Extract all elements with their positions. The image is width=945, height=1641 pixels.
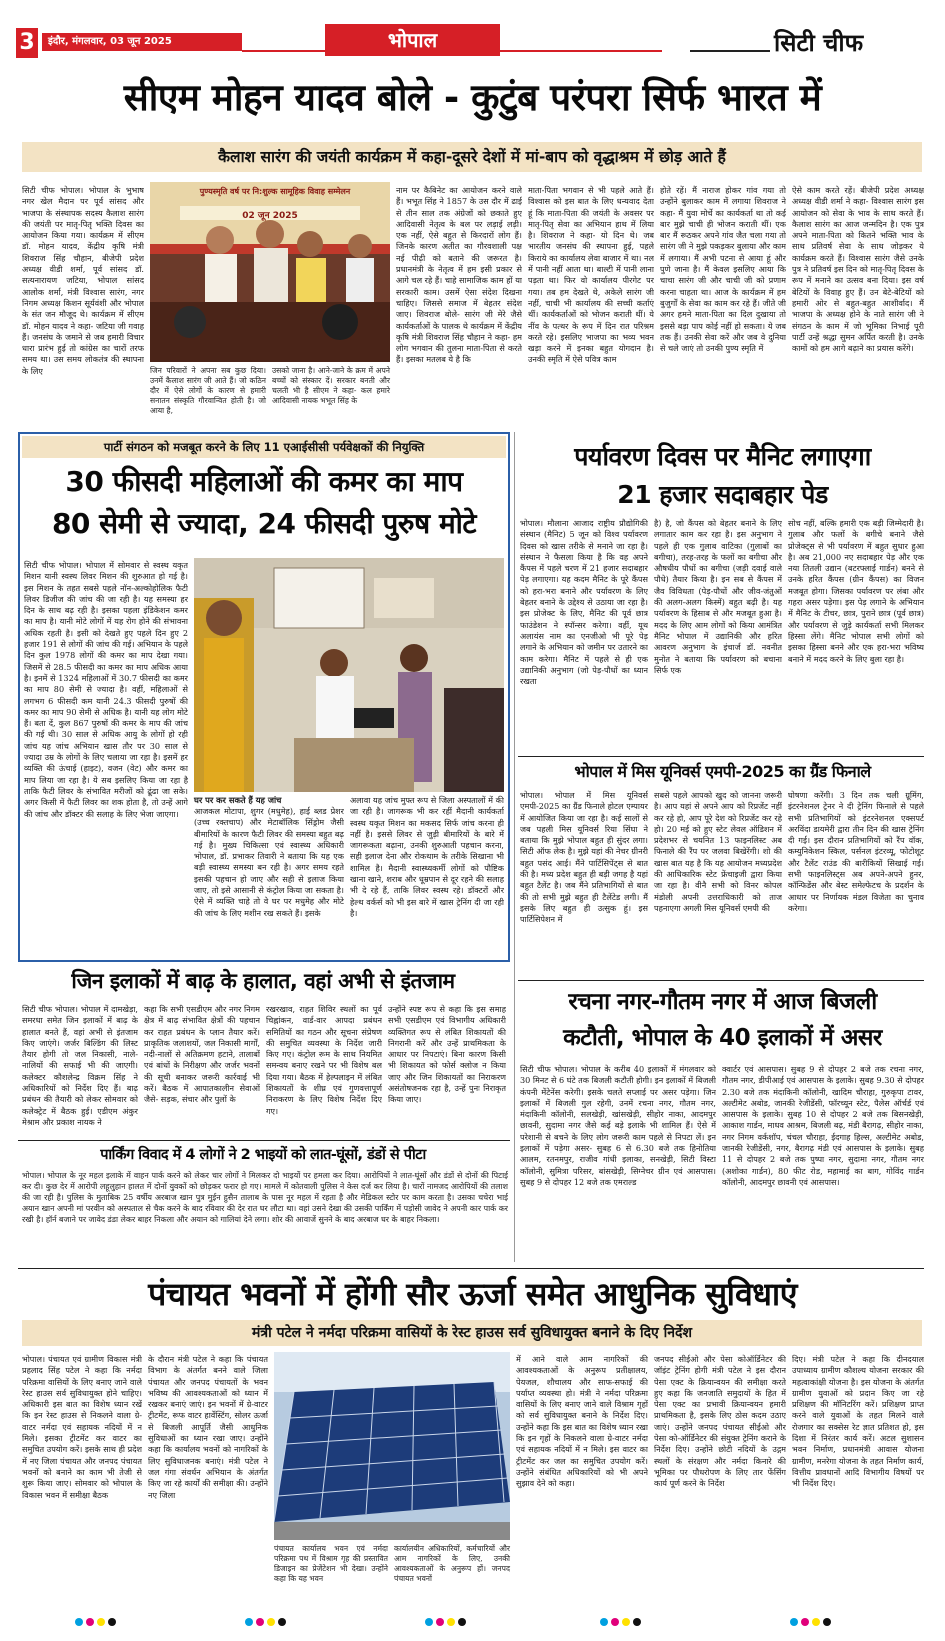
lead-col-6: ऐसे काम करते रहें। बीजेपी प्रदेश अध्यक्ष अध्यक्ष वीडी शर्मा ने कहा- विश्वास सारंग इस आयोजन को सेवा के भाव के साथ करते हैं। कैलाश सारंग का आज जन्मदिन है। एक पुत्र अपने माता-पिता को कितने भक्ति भाव के साथ प्रतिवर्ष सेवा के साथ जोड़कर ये कार्यक्रम करते हैं। विश्वास सारंग जैसे उनके पुत्र ने प्रतिवर्ष इस दिन को मातृ-पितृ दिवस के रूप में मनाने का उत्सव बना दिया। इस वर्ष बेटियों के विवाह हुए हैं। उन बेटे-बेटियों को हमारी ओर से बहुत-बहुत आशीर्वाद। मैं भाजपा के अध्यक्ष होने के नाते सारंग जी ने संगठन के काम में जो भूमिका निभाई पूरी पार्टी उन्हें श्रद्धा सुमन अर्पित करती है। उनके कामों को हम आगे बढ़ाने का प्रयास करेंगे। — [792, 185, 924, 354]
divider — [518, 756, 924, 757]
lead-col-3: नाम पर कैबिनेट का आयोजन करने वाले हैं। भभूत सिंह ने 1857 के उस दौर में ढाई से तीन साल तक अंग्रेजों को छकाते हुए आदिवासी नेतृत्व के बल पर लड़ाई लड़ी। एक नहीं, ऐसे बहुत से किरदारों लोग हैं। जिनके कारण अतीत का गौरवशाली पक्ष नई पीढ़ी को बताने की जरूरत है। प्रधानमंत्री के नेतृत्व में हम इसी प्रकार से आगे चल रहे हैं। चाहे सामाजिक काम हों या सरकारी काम। उसमें ऐसा संदेश दिखना चाहिए। जिससे समाज में बेहतर संदेश जाए। शिवराज बोले- सारंग जी मेरे जैसे कार्यकर्ताओं के पालक थे कार्यक्रम में केंद्रीय कृषि मंत्री शिवराज सिंह चौहान ने कहा- हम लोग भगवान की तुलना माता-पिता से करते हैं। इसका मतलब ये है कि — [396, 185, 522, 365]
environment-headline-1: पर्यावरण दिवस पर मैनिट लगाएगा — [574, 442, 871, 471]
solar-col-3: में आने वाले आम नागरिकों की आवश्यकताओं के अनुरूप प्रतीक्षालय, पेयजल, शौचालय और साफ-सफाई की पर्याप्त व्यवस्था हो। मंत्री ने नर्मदा परिक्रमा वासियों के लिए बनाए जाने वाले विश्राम गृहों को सर्व सुविधायुक्त बनाने के निर्देश दिए। उन्होंने कहा कि इस बात का विशेष ध्यान रखा कि इन गृहों के निकलने वाला ग्रे-वाटर नर्मदा एवं सहायक नदियों में न मिले। इस वाटर का ट्रीटमेंट कर जल का समुचित उपयोग करें। उन्होंने संबंधित अधिकारियों को भी अपने सुझाव देने को कहा। — [516, 1354, 648, 1489]
flood-headline: जिन इलाकों में बाढ़ के हालात, वहां अभी से इंतजाम — [71, 969, 455, 993]
solar-headline: पंचायत भवनों में होंगी सौर ऊर्जा समेत आधुनिक सुविधाएं — [148, 1275, 797, 1313]
flood-col-4: उन्होंने स्पष्ट रूप से कहा कि इस समाह सभी एसडीएम एवं विभागीय अधिकारी व्यक्तिगत रूप से लंबित शिकायतों की निगरानी करें और उन्हें प्राथमिकता के आधार पर निपटाएं। बिना कारण किसी भी शिकायत को फोर्स क्लोज न किया जाए और जिन शिकायतों का निराकरण असंतोषजनक रहा है, उन्हें पुनः निराकृत किया जाए। — [388, 1004, 506, 1105]
miss-up-col-3: घोषणा करेंगी। 3 दिन तक चली ग्रूमिंग, इंटरनेशनल ट्रेनर ने दी ट्रेनिंग फिनाले से पहले सभी प्रतिभागियों को इंटरनेशनल एक्सपर्ट अरविंदा डायमेरी द्वारा तीन दिन की खास ट्रेनिंग दी गई। इस दौरान प्रतिभागियों को रैंप वॉक, कम्युनिकेशन स्किल, पर्सनल इंटरव्यू, फोटोशूट और टैलेंट राउंड की बारीकियों सिखाई गई। सभी फाइनलिस्ट्स अब अपने-अपने हुनर, कॉन्फिडेंस और बेस्ट समेल्फेटच के प्रदर्शन के आधार पर निर्णायक मंडल विजेता का चुनाव करेगा। — [788, 790, 924, 913]
environment-headline-2: 21 हजार सदाबहार पेड — [617, 480, 828, 509]
solar-subhead: मंत्री पटेल ने नर्मदा परिक्रमा वासियों के रेस्ट हाउस सर्व सुविधायुक्त बनाने के दिए निर्देश — [252, 1325, 692, 1341]
power-headline-2: कटौती, भोपाल के 40 इलाकों में असर — [563, 1025, 882, 1051]
flood-col-3: रखरखाव, राहत शिविर स्थलों का पूर्व चिह्नांकन, वार्ड-वार आपदा प्रबंधन समितियों का गठन और सूचना संप्रेषण की समुचित व्यवस्था के निर्देश जारी किए गए। कंट्रोल रूम के साथ नियमित समन्वय बनाए रखने पर भी विशेष बल दिया गया। बैठक में हेल्पलाइन में लंबित शिकायतों के शीघ्र एवं गुणवत्तापूर्ण निराकरण के लिए विशेष निर्देश दिए गए। — [266, 1004, 382, 1116]
lead-photo-caption-2: उसको जाना है। आने-जाने के क्रम में अपने बच्चों को संस्कार दें। सरकार बनती और चलती भी है सीएम ने कहा- कल हमारे आदिवासी नायक भभूत सिंह के — [272, 366, 390, 405]
solar-panel-photo — [274, 1352, 510, 1540]
obesity-kicker: पार्टी संगठन को मजबूत करने के लिए 11 एआईसीसी पर्यवेक्षकों की नियुक्ति — [103, 440, 425, 454]
obesity-photo — [194, 558, 504, 792]
health-camp-photo — [194, 558, 504, 792]
brand-name: सिटी चीफ — [774, 29, 864, 57]
parking-body: भोपाल। भोपाल के नूर महल इलाके में वाहन पार्क करने को लेकर चार लोगों ने मिलकर दो भाइयों पर हमला कर दिया। आरोपियों ने लात-घूंसों और डंडों से दोनों की पिटाई कर दी। कुछ देर में आरोपी लहूलुहान हालत में दोनों युवकों को छोड़कर फरार हो गए। मामले में कोतवाली पुलिस ने केस दर्ज कर लिया है। चारों नामजद आरोपियों की तलाश की जा रही है। पुलिस के मुताबिक 25 वर्षीय अरबाज खान पुत्र मुईन हुसैन तालाब के पास नूर महल में रहता है और मेडिकल स्टोर पर काम करता है। उसका चचेरा भाई अयान खान अपनी मां परवीन को अस्पताल से चैक करने के बाद रविवार की देर रात घर लौटा था। वहां उसने देखा की उसकी पार्किंग में पड़ोसी जावेद ने अपनी कार पार्क कर रखी है। हॉर्न बजाने पर जावेद डंडा लेकर बाहर निकला और अयान को गालियां देने लगा। शोर की आवाजें सुनने के बाद अरबाज घर के बाहर निकला। — [22, 1171, 508, 1224]
registration-marks — [425, 1618, 466, 1626]
divider — [518, 980, 924, 981]
registration-marks — [75, 1618, 116, 1626]
environment-col-1: भोपाल। मौलाना आजाद राष्ट्रीय प्रौद्योगिकी संस्थान (मैनिट) 5 जून को विश्व पर्यावरण दिवस को खास तरीके से मनाने जा रहा है। संस्थान ने फैसला किया है कि वह अपने कैंपस में पहले चरण में 21 हजार सदाबहार पेड़ लगाएगा। यह कदम मैनिट के पूरे कैंपस को हरा-भरा बनाने और पर्यावरण के लिए बेहतर बनाने के उद्देश्य से उठाया जा रहा है। इस प्रोजेक्ट के लिए, मैनिट की पूर्व छात्र फाउंडेशन ने स्पॉन्सर करेगा। वहीं, यूथ अलायंस नाम का एनजीओ भी पूरे पेड़ लगाने के अभियान को जमीन पर उतारने का काम करेगा। मैनिट में पहले से ही एक उद्यानिकी अनुभाग (जो पेड़-पौधों का ध्यान रखता — [520, 518, 648, 687]
lead-photo-caption: जिन परिवारों ने अपना सब कुछ दिया। उनमें कैलाश सारंग जी आते हैं। जो कठिन दौर में ऐसे लोगों के कारण से हमारी सनातन संस्कृति गौरवान्वित होती है। जो आया है, — [150, 366, 266, 415]
solar-col-4: जनपद सीईओ और पेसा कोऑर्डिनेटर की जॉइंट ट्रेनिंग होगी मंत्री पटेल ने इस दौरान पेसा एक्ट के क्रियान्वयन की समीक्षा करते हुए कहा कि जनजाति समुदायों के हित में पेसा एक्ट का प्रभावी क्रियान्वयन हमारी प्राथमिकता है, इसके लिए ठोस कदम उठाए जाएं। उन्होंने जनपद पंचायत सीईओ और पेसा को-ऑर्डिनेटर की संयुक्त ट्रेनिंग कराने के निर्देश दिए। उन्होंने छोटी नदियों के उद्गम स्थलों के संरक्षण और नर्मदा किनारे की भूमिका पर पौधरोपण के लिए तार फेंसिंग कार्य पूर्ण करने के निर्देश — [654, 1354, 786, 1489]
registration-marks — [245, 1618, 286, 1626]
brand-line — [690, 50, 770, 52]
obesity-headline-1: 30 फीसदी महिलाओं की कमर का माप — [65, 465, 463, 498]
power-col-1: सिटी चीफ भोपाल। भोपाल के करीब 40 इलाकों में मंगलवार को 30 मिनट से 6 घंटे तक बिजली कटौती होगी। इन इलाकों में बिजली कंपनी मेंटेनेंस करेगी। इसके चलते सप्लाई पर असर पड़ेगा। जिन इलाकों में बिजली गुल रहेगी, उनमें रचना नगर, गौतम नगर, मंदाकिनी कॉलोनी, सलखेड़ी, खांसखेड़ी, सीहोर नाका, आदमपुर छावनी, सुदामा नगर जैसे कई बड़े इलाके भी शामिल हैं। ऐसे में परेशानी से बचने के लिए लोग जरूरी काम पहले से निपटा लें। इन इलाकों में पड़ेगा असर- सुबह 6 से 6.30 बजे तक हिनोतिया आलम, रतनमपुर, राजीव गांधी इलाका, सनखेड़ी, सिटी विस्टा कॉलोनी, सुमित्रा परिसर, बांसखेड़ी, सिग्नेचर ग्रीन एवं आसपास। सुबह 9 से दोपहर 12 बजे तक एमराल्ड — [520, 1064, 716, 1187]
power-col-2: क्वार्टर एवं आसपास। सुबह 9 से दोपहर 2 बजे तक रचना नगर, गौतम नगर, डीपीआई एवं आसपास के इलाके। सुबह 9.30 से दोपहर 2.30 बजे तक मंदाकिनी कॉलोनी, खादिम चौराहा, गुरुकृपा टावर, अल्टीमेट अबोड, जानकी रेजीडेंसी, फॉरच्यून स्टेट, पैलेस ऑर्चर्ड एवं आसपास के इलाके। सुबह 10 से दोपहर 2 बजे तक बिसनखेड़ी, आकाश गार्डन, माधव आश्रम, बिजली बढ़, मंडी बैरागढ़, सीहोर नाका, नगर निगम वर्कशॉप, चंचल चौराहा, ईदगाह हिल्स, अल्टीमेट अबोड, जानकी रेजीडेंसी, नगर, बैरागढ़ मंडी एवं आसपास के इलाके। सुबह 11 से दोपहर 2 बजे तक पुष्पा नगर, सुदामा नगर, गौतम नगर (अशोका गार्डन), 80 फीट रोड, महामाई का बाग, गोविंद गार्डन कॉलोनी, आदमपुर छावनी एवं आसपास। — [722, 1064, 924, 1187]
lead-photo — [150, 182, 390, 362]
registration-marks — [600, 1618, 641, 1626]
obesity-col-2: आजकल मोटापा, शुगर (मधुमेह), हाई ब्लड प्रेशर (उच्च रक्तचाप) और मेटाबॉलिक सिंड्रोम जैसी बीमारियों के कारण फैटी लिवर की समस्या बहुत बढ़ गई है। मुख्य चिकित्सा एवं स्वास्थ्य अधिकारी भोपाल, डॉ. प्रभाकर तिवारी ने बताया कि यह एक बड़ी स्वास्थ्य समस्या बन रही है। अगर समय रहते इसकी पहचान हो जाए और सही से इलाज किया जाए, तो इसे आसानी से कंट्रोल किया जा सकता है। ऐसे में व्यक्ति चाहे तो वे घर पर मधुमेह और मोटे की जांच के लिए मशीन रख सकते हैं। इसके — [194, 806, 344, 918]
lead-col-5: होते रहें। मैं नाराज होकर गांव गया तो उन्होंने बुलाकर काम में लगाया शिवराज ने कहा- मैं युवा मोर्चे का कार्यकर्ता था तो कई बार मुझे चाची ही भोजन कराती थीं। एक बार मैं रूठकर अपने गांव जैत चला गया तो सारंग जी ने मुझे पकड़कर बुलाया और काम में लगाया। मैं अभी पटना से आया हूं और पुणे जाना है। मैं केवल इसलिए आया कि चाचा सारंग जी और चाची जी को प्रणाम करना चाहता था। आज के कार्यक्रम में हम बुजुर्गों के सेवा का काम कर रहे हैं। जीते जी अगर हमने माता-पिता का दिल दुखाया तो इससे बड़ा पाप कोई नहीं हो सकता। ये जब तक हैं। उनकी सेवा करें और जब वे दुनिया से चले जाएं तो उनकी पुण्य स्मृति में — [660, 185, 786, 354]
obesity-col-3: अलावा यह जांच मुफ्त रूप से जिला अस्पतालों में की जा रही है। जागरूक भी कर रहीं मैदानी कार्यकर्ता स्वस्थ यकृत मिशन का मकसद सिर्फ जांच करना ही नहीं है। इससे लिवर से जुड़ी बीमारियों के बारे में जागरूकता बढ़ाना, उनकी शुरुआती पहचान करना, सही इलाज देना और रोकथाम के तरीके सिखाना भी शामिल है। मैदानी स्वास्थ्यकर्मी लोगों को पौष्टिक खाना खाने, शराब और धूम्रपान से दूर रहने की सलाह भी दे रहे हैं, ताकि लिवर स्वस्थ रहे। डॉक्टरों और हेल्थ वर्कर्स को भी इस बारे में खास ट्रेनिंग दी जा रही है। — [350, 795, 504, 918]
solar-photo — [274, 1352, 510, 1540]
section-tab: भोपाल — [325, 24, 500, 56]
divider — [514, 432, 515, 1262]
page-number: 3 — [16, 28, 38, 58]
solar-col-1: भोपाल। पंचायत एवं ग्रामीण विकास मंत्री प्रहलाद सिंह पटेल ने कहा कि नर्मदा परिक्रमा वासियों के लिए बनाए जाने वाले रेस्ट हाउस सर्व सुविधायुक्त होने चाहिए। अधिकारी इस बात का विशेष ध्यान रखें कि इन रेस्ट हाउस से निकलने वाला ग्रे-वाटर नर्मदा एवं सहायक नदियों में न मिले। इसका ट्रीटमेंट कर वाटर का समुचित उपयोग करें। इसके साथ ही प्रदेश में नए जिला पंचायत और जनपद पंचायत भवनों को बनाने का काम भी तेजी से शुरू किया जाए। सोमवार को भोपाल के विकास भवन में समीक्षा बैठक — [22, 1354, 142, 1500]
miss-up-col-2: सबसे पहले आपको खुद को जानना जरूरी है। आप यहां से अपने आप को रिप्रजेंट नहीं कर रहे हो, आप पूरे देश को रिप्रजेंट कर रहे हो। 20 मई को हुए स्टेट लेवल ऑडिशन में प्रदेशभर से चयनित 13 फाइनलिस्ट अब फिनाले की रैंप पर जलवा बिखेरेंगी। शो की खास बात यह है कि यह आयोजन मध्यप्रदेश की आधिकारिक स्टेट फ्रेंचाइजी द्वारा किया जा रहा है। वीनै सभी को विनर कोपल मंडोली अपनी उत्तराधिकारी को ताज पहनाएगा अगली मिस यूनिवर्स एमपी की — [654, 790, 782, 913]
lead-subhead: कैलाश सारंग की जयंती कार्यक्रम में कहा-दूसरे देशों में मां-बाप को वृद्धाश्रम में छोड़ आते हैं — [218, 148, 726, 166]
lead-col-4: माता-पिता भगवान से भी पहले आते हैं। विश्वास को इस बात के लिए धन्यवाद देता हूं कि माता-पिता की जयंती के अवसर पर मातृ-पितृ सेवा का अभियान हाथ में लिया है। शिवराज ने कहा- यो दिन थे। जब भारतीय जनसंघ की स्थापना हुई, पहले किराये का कार्यालय लेवा बाजार में था। नल में पानी नहीं आता था। बाल्टी में पानी लाना पड़ता था। फिर वो कार्यालय पीरगेट पर गया। तब हम देखते थे, अकेले सारंग जी नहीं, चाची भी कार्यालय की सच्ची कर्ताएं थीं। कार्यकर्ताओं को भोजन कराती थीं। ये नींव के पत्थर के रूप में दिन रात परिश्रम करते रहे। इसलिए भाजपा का भव्य भवन खड़ा करने में इनका बहुत योगदान है। उनकी स्मृति में ऐसे पवित्र काम — [528, 185, 654, 365]
solar-photo-caption-2: कार्यालयीन अधिकारियों, कर्मचारियों और आम नागरिकों के लिए, उनकी आवश्यकताओं के अनुरूप हों। जनपद पंचायत भवनों — [394, 1544, 510, 1583]
lead-headline: सीएम मोहन यादव बोले - कुटुंब परंपरा सिर्फ भारत में — [123, 76, 822, 119]
divider — [18, 1140, 510, 1141]
lead-col-1: सिटी चीफ भोपाल। भोपाल के भुभाष नगर खेल मैदान पर पूर्व सांसद और भाजपा के संस्थापक सदस्य कैलाश सारंग की जयंती पर मातृ-पितृ भक्ति दिवस का आयोजन किया गया। कार्यक्रम में सीएम डॉ. मोहन यादव, केंद्रीय कृषि मंत्री शिवराज सिंह चौहान, बीजेपी प्रदेश अध्यक्ष वीडी शर्मा, पूर्व सांसद डॉ. सत्यनारायण जटिया, भोपाल सांसद आलोक शर्मा, मंत्री विश्वास सारंग, नगर निगम अध्यक्ष किशन सूर्यवंशी और भोपाल के संत जन मौजूद थे। कार्यक्रम में सीएम डॉ. मोहन यादव ने कहा- जटिया जी गवाह हैं। जनसंघ के जमाने से जब हमारी विचार धारा प्रारंभ हुई तो कांग्रेस का चारों तरफ समय था। उस समय लोकतंत्र की स्थापना के लिए — [22, 185, 144, 376]
power-headline-1: रचना नगर-गौतम नगर में आज बिजली — [568, 989, 877, 1015]
environment-col-3: सोच नहीं, बल्कि हमारी एक बड़ी जिम्मेदारी है। गुलाब और फलों के बगीचे बनाने जैसे प्रोजेक्ट्स से भी पर्यावरण में बहुत सुधार हुआ है। अब 21,000 नए सदाबहार पेड़ और एक नया तितली उद्यान (बटरफ्लाई गार्डन) बनने से उनके हरित कैंपस (ग्रीन कैंपस) का विजन मजबूत होगा। जिसका पर्यावरण पर लंबा और गहरा असर पड़ेगा। इस पेड़ लगाने के अभियान में मैनिट के टीचर, छात्र, पुराने छात्र (पूर्व छात्र) और पर्यावरण से जुड़े कार्यकर्ता सभी मिलकर हिस्सा लेंगे। मैनिट भोपाल सभी लोगों को इसका हिस्सा बनने और एक हरा-भरा भविष्य बनाने में मदद करने के लिए बुला रहा है। — [788, 518, 924, 664]
obesity-col-2-head: घर पर कर सकते हैं यह जांच — [194, 795, 282, 805]
banner-date: 02 जून 2025 — [242, 211, 298, 221]
solar-col-5: दिए। मंत्री पटेल ने कहा कि दीनदयाल उपाध्याय ग्रामीण कौशल्य योजना सरकार की महत्वाकांक्षी योजना है। इस योजना के अंतर्गत ग्रामीण युवाओं को प्रदान किए जा रहे प्रशिक्षण की मॉनिटरिंग करें। प्रशिक्षण प्राप्त करने वाले युवाओं के तहत मिलने वाले रोजगार का सक्सेस रेट ज्ञात प्रतिशत हो, इस दिशा में निरंतर कार्य करें। अटल सुशासन भवन निर्माण, प्रधानमंत्री आवास योजना ग्रामीण, मनरेगा योजना के तहत निर्माण कार्य, वित्तीय प्रावधानों आदि विभागीय विषयों पर भी निर्देश दिए। — [792, 1354, 924, 1489]
obesity-col-1: सिटी चीफ भोपाल। भोपाल में सोमवार से स्वस्थ यकृत मिशन यानी स्वस्थ लिवर मिशन की शुरुआत हो गई है। इस मिशन के तहत सबसे पहले नॉन-अल्कोहोलिक फैटी लिवर डिजीज की जांच की जा रही है। यह समस्या हर दिन के साथ बढ़ रही है। इसका पहला इंडिकेशन कमर का माप है। यानी मोटे लोगों में यह रोग होने की संभावना अधिक रहती है। इसी को देखते हुए पहले दिन हुए 2 हजार 191 से लोगों की जांच की गई। अभियान के पहले दिन कुल 1978 लोगों की कमर का माप देखा गया। जिसमें से 28.5 फीसदी का कमर का माप अधिक आया है। इनमें से 1324 महिलाओं में 30.7 फीसदी का कमर का माप 80 सेमी से ज्यादा है। वहीं, महिलाओं से लगभग 6 फीसदी कम यानी 24.3 फीसदी पुरुषों की कमर का माप 90 सेमी से अधिक है। यानी यह लोग मोटे हैं। बता दें, कुल 867 पुरुषों की कमर के माप की जांच की गई थी। 30 साल से अधिक आयु के लोगों हो रही जांच यह जांच अभियान खास तौर पर 30 साल से ज्यादा उम्र के लोगों के लिए चलाया जा रहा है। इसमें हर व्यक्ति की ऊंचाई (हाइट), वजन (वेट) और कमर का माप लिया जा रहा है। ये सब इसलिए किया जा रहा है ताकि फैटी लिवर के संभावित मरीजों को ढूंढा जा सके। अगर किसी में फैटी लिवर का शक होता है, तो उन्हें आगे की जांच और डॉक्टर की सलाह के लिए भेजा जाएगा। — [24, 560, 188, 819]
parking-headline: पार्किंग विवाद में 4 लोगों ने 2 भाइयों को लात-घूंसों, डंडों से पीटा — [100, 1147, 426, 1163]
miss-up-col-1: भोपाल। भोपाल में मिस यूनिवर्स एमपी-2025 का ग्रैंड फिनाले होटल एम्पायर में आयोजित किया जा रहा है। कई सालों से जब पहली मिस यूनिवर्स रिया सिंघा ने बताया कि मुझे भोपाल बहुत ही सुंदर लगा। सिटी ऑफ लेक है। मुझे यहां की नेचर ग्रीनरी बहुत पसंद आई। मैंने पार्टिसिपेंट्स से बात की है। मध्य प्रदेश बहुत ही बड़ी जगह है यहां बहुत टैलेंट है। जब मैंने प्रतिभागियों से बात की तो सभी मुझे बहुत ही टैलेंटेड लगी। मैं इसके लिए बहुत ही उत्सुक हूं। इस पार्टिसिपेशन में — [520, 790, 648, 925]
flood-col-1: सिटी चीफ भोपाल। भोपाल में दामखेड़ा, समरधा समेत जिन इलाकों में बाढ़ के हालात बनते हैं, वहां अभी से इंतजाम किए जाएंगे। जर्जर बिल्डिंग की लिस्ट तैयार होगी तो जल निकासी, नाले-नालियों की सफाई भी की जाएगी। कलेक्टर कौशलेन्द्र विक्रम सिंह ने अधिकारियों को निर्देश दिए हैं। बाढ़ प्रबंधन की तैयारी को लेकर सोमवार को कलेक्ट्रेट में बैठक हुई। एडीएम अंकुर मेश्राम और प्रकाश नायक ने — [22, 1004, 138, 1127]
miss-up-headline: भोपाल में मिस यूनिवर्स एमपी-2025 का ग्रैंड फिनाले — [574, 762, 871, 781]
obesity-headline-2: 80 सेमी से ज्यादा, 24 फीसदी पुरुष मोटे — [51, 507, 477, 540]
solar-col-2: के दौरान मंत्री पटेल ने कहा कि पंचायत विभाग के अंतर्गत बनने वाले जिला पंचायत और जनपद पंचायतों के भवन भविष्य की आवश्यकताओं को ध्यान में रखकर बनाएं जाएं। इन भवनों में ग्रे-वाटर ट्रीटमेंट, रूफ वाटर हार्वेस्टिंग, सोलर ऊर्जा से बिजली आपूर्ति जैसी आधुनिक सुविधाओं का ध्यान रखा जाए। उन्होंने कहा कि कार्यालय भवनों को नागरिकों के लिए सुविधाजनक बनाएं। मंत्री पटेल ने जल गंगा संवर्धन अभियान के अंतर्गत किए जा रहे कार्यों की समीक्षा की। उन्होंने नए जिला — [148, 1354, 268, 1500]
banner-text: पुण्यस्मृति वर्ष पर नि:शुल्क सामूहिक विवाह सम्मेलन — [199, 187, 351, 196]
flood-col-2: कहा कि सभी एसडीएम और नगर निगम क्षेत्र में बाढ़ संभावित क्षेत्रों की पहचान कर राहत प्रबंधन के प्लान तैयार करें। प्राकृतिक जलाशयों, जल निकासी मार्गों, नदी-नालों से अतिक्रमण हटाने, तालाबों एवं बांधों के निरीक्षण और जर्जर भवनों की सूची बनाकर जरूरी कार्रवाई भी करें। बैठक में आपातकालीन सेवाओं जैसे- सड़क, संचार और पुलों के — [144, 1004, 260, 1105]
registration-marks — [790, 1618, 831, 1626]
environment-col-2: है) है, जो कैंपस को बेहतर बनाने के लिए लगातार काम कर रहा है। इस अनुभाग ने पहले ही एक गुलाब वाटिका (गुलाबों का बगीचा), तरह-तरह के फलों का बगीचा और औषधीय पौधों का बगीचा (जड़ी दवाई वाले पौधे) तैयार किया है। इन सब से कैंपस में जैव विविधता (पेड़-पौधों और जीव-जंतुओं की अलग-अलग किस्में) बहुत बढ़ी है। यह पर्यावरण के हिसाब से और मजबूत हुआ है। मदद के लिए आम लोगों को किया आमंत्रित मैनिट भोपाल में उद्यानिकी और हरित आवरण अनुभाग के इंचार्ज डॉ. नवनीत मुनोत ने बताया कि पर्यावरण को बचाना सिर्फ एक — [654, 518, 782, 675]
solar-top-rule — [18, 1268, 924, 1269]
dateline: इंदौर, मंगलवार, 03 जून 2025 — [42, 33, 242, 51]
solar-photo-caption: पंचायत कार्यालय भवन एवं नर्मदा परिक्रमा पथ में विश्राम गृह की प्रस्तावित डिजाइन का प्रेजेंटेशन भी देखा। उन्होंने कहा कि यह भवन — [274, 1544, 388, 1583]
